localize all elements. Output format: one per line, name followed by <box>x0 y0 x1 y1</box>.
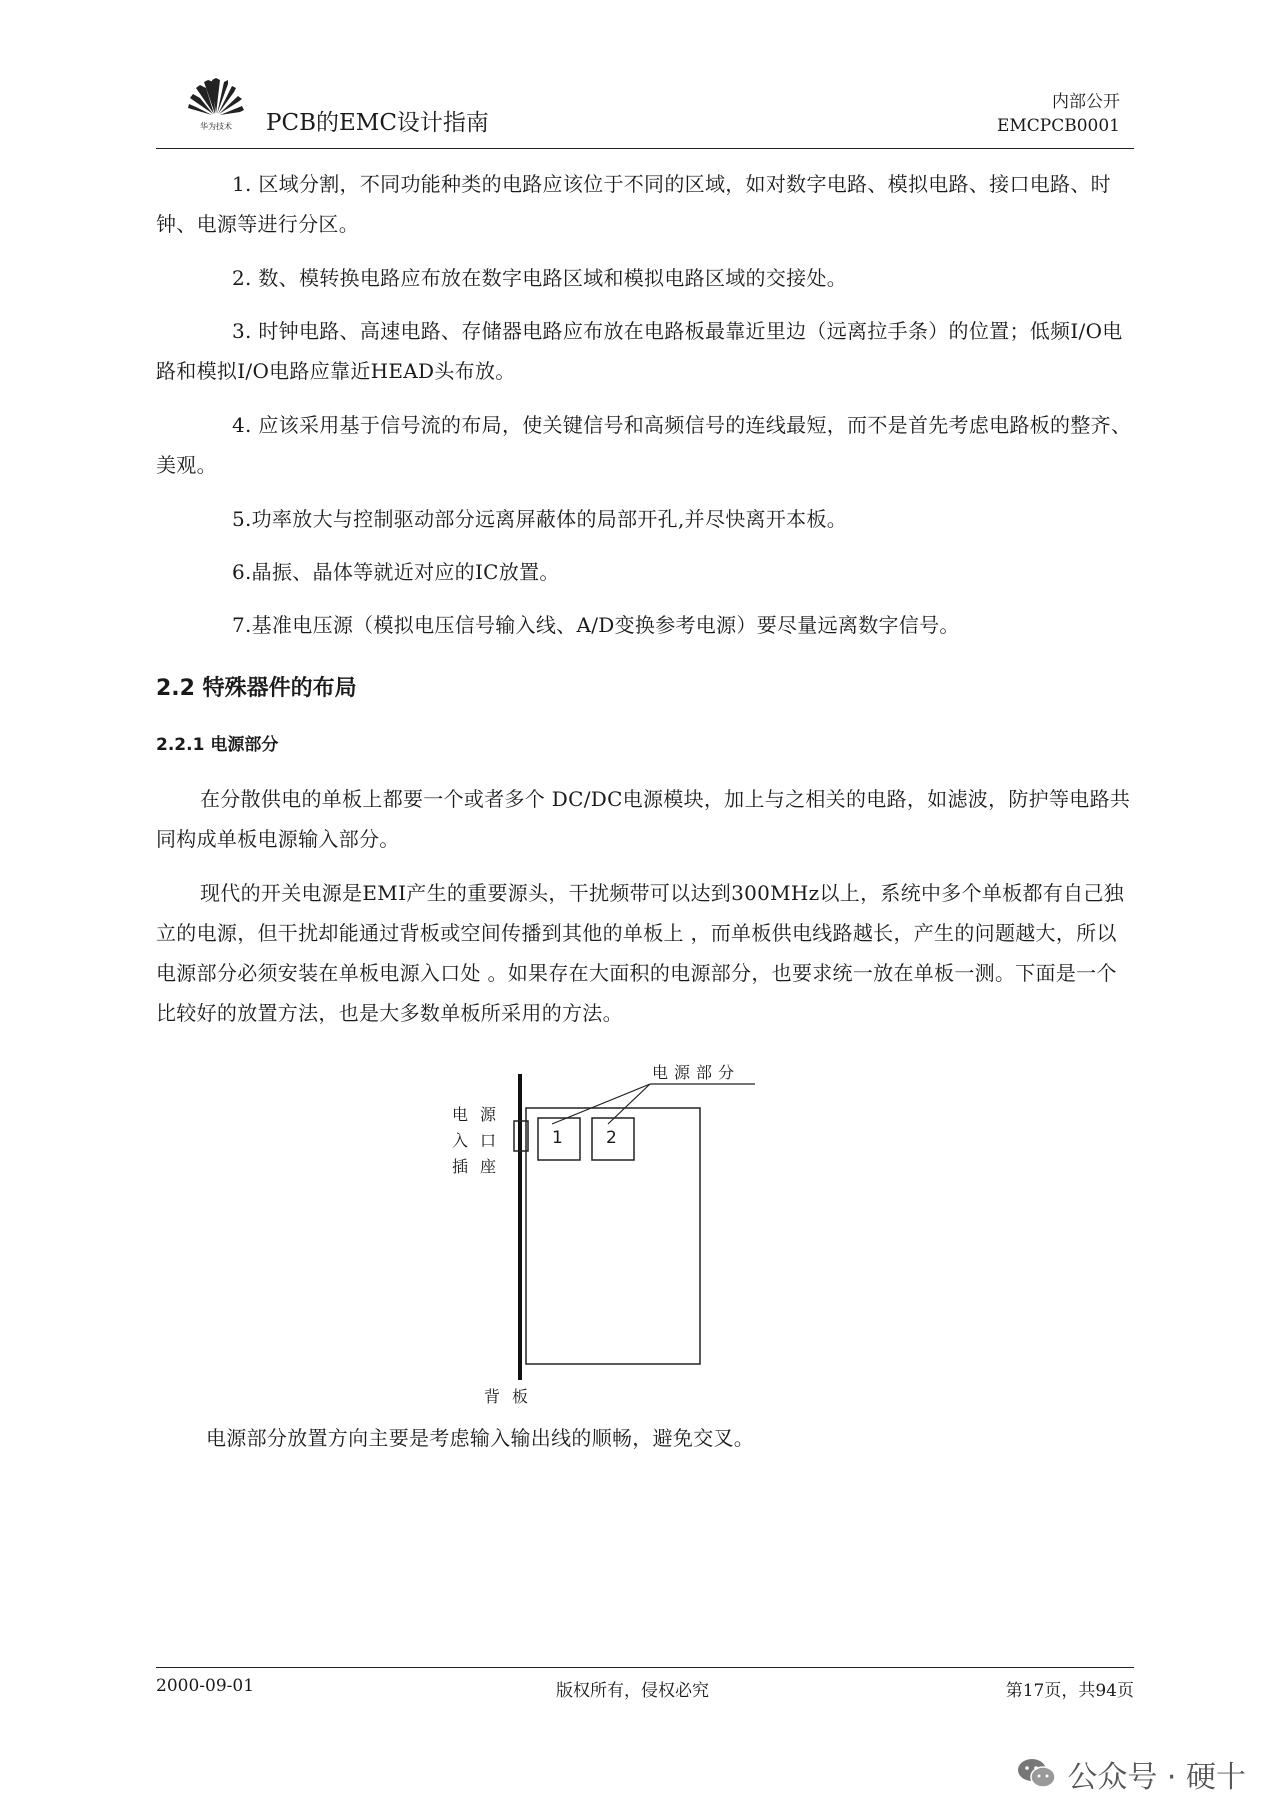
label-power-inlet <box>452 1102 508 1180</box>
footer-divider <box>156 1667 1134 1668</box>
paragraph-1: 在分散供电的单板上都要一个或者多个 DC/DC电源模块，加上与之相关的电路，如滤波，防护等电路共同构成单板电源输入部分。 <box>156 787 1131 851</box>
logo-caption: 华为技术 <box>200 122 232 131</box>
label-power-part: 电源部分 <box>652 1063 741 1082</box>
document-title: PCB的EMC设计指南 <box>266 110 489 136</box>
company-logo <box>184 74 248 132</box>
label-inlet-line-1: 电源 <box>452 1105 509 1124</box>
section-heading: 2.2 特殊器件的布局 <box>156 676 357 701</box>
figure-note: 电源部分放置方向主要是考虑输入输出线的顺畅，避免交叉。 <box>206 1426 755 1450</box>
wechat-icon <box>1017 1757 1057 1791</box>
footer-date: 2000-09-01 <box>156 1676 255 1696</box>
module-2-number: 2 <box>606 1128 617 1148</box>
watermark-text: 公众号 · 硬十 <box>1067 1760 1246 1795</box>
label-inlet-line-2: 入口 <box>452 1131 509 1150</box>
document-number: EMCPCB0001 <box>996 116 1120 136</box>
footer-page-number: 第17页，共94页 <box>1005 1681 1134 1701</box>
list-item-5: 5.功率放大与控制驱动部分远离屏蔽体的局部开孔,并尽快离开本板。 <box>232 507 848 531</box>
list-item-6: 6.晶振、晶体等就近对应的IC放置。 <box>232 560 560 584</box>
footer-copyright: 版权所有，侵权必究 <box>556 1681 709 1701</box>
watermark <box>1017 1752 1246 1796</box>
list-item-3: 3. 时钟电路、高速电路、存储器电路应布放在电路板最靠近里边（远离拉手条）的位置；低频I/O电路和模拟I/O电路应靠近HEAD头布放。 <box>156 319 1123 383</box>
module-1-number: 1 <box>552 1128 563 1148</box>
label-backplane: 背板 <box>484 1387 541 1406</box>
classification-label: 内部公开 <box>1052 92 1120 112</box>
header-divider <box>156 148 1134 149</box>
list-item-1: 1. 区域分割，不同功能种类的电路应该位于不同的区域，如对数字电路、模拟电路、接口电路、时钟、电源等进行分区。 <box>156 172 1111 236</box>
list-item-2: 2. 数、模转换电路应布放在数字电路区域和模拟电路区域的交接处。 <box>232 266 848 290</box>
list-item-7: 7.基准电压源（模拟电压信号输入线、A/D变换参考电源）要尽量远离数字信号。 <box>232 613 960 637</box>
power-layout-figure <box>440 1058 780 1408</box>
paragraph-2: 现代的开关电源是EMI产生的重要源头，干扰频带可以达到300MHz以上，系统中多个单板都有自己独立的电源，但干扰却能通过背板或空间传播到其他的单板上 ，而单板供电线路越长，产生的问题越大，所以电源部分必须安装在单板电源入口处 。如果存在大面积的电源部分，也要求统一放在单板一测。下面是一个比较好的放置方法，也是大多数单板所采用的方法。 <box>156 881 1125 1025</box>
list-item-4: 4. 应该采用基于信号流的布局，使关键信号和高频信号的连线最短，而不是首先考虑电路板的整齐、美观。 <box>156 413 1132 477</box>
subsection-heading: 2.2.1 电源部分 <box>156 735 279 755</box>
header-meta <box>997 90 1120 138</box>
label-inlet-line-3: 插座 <box>452 1157 509 1176</box>
